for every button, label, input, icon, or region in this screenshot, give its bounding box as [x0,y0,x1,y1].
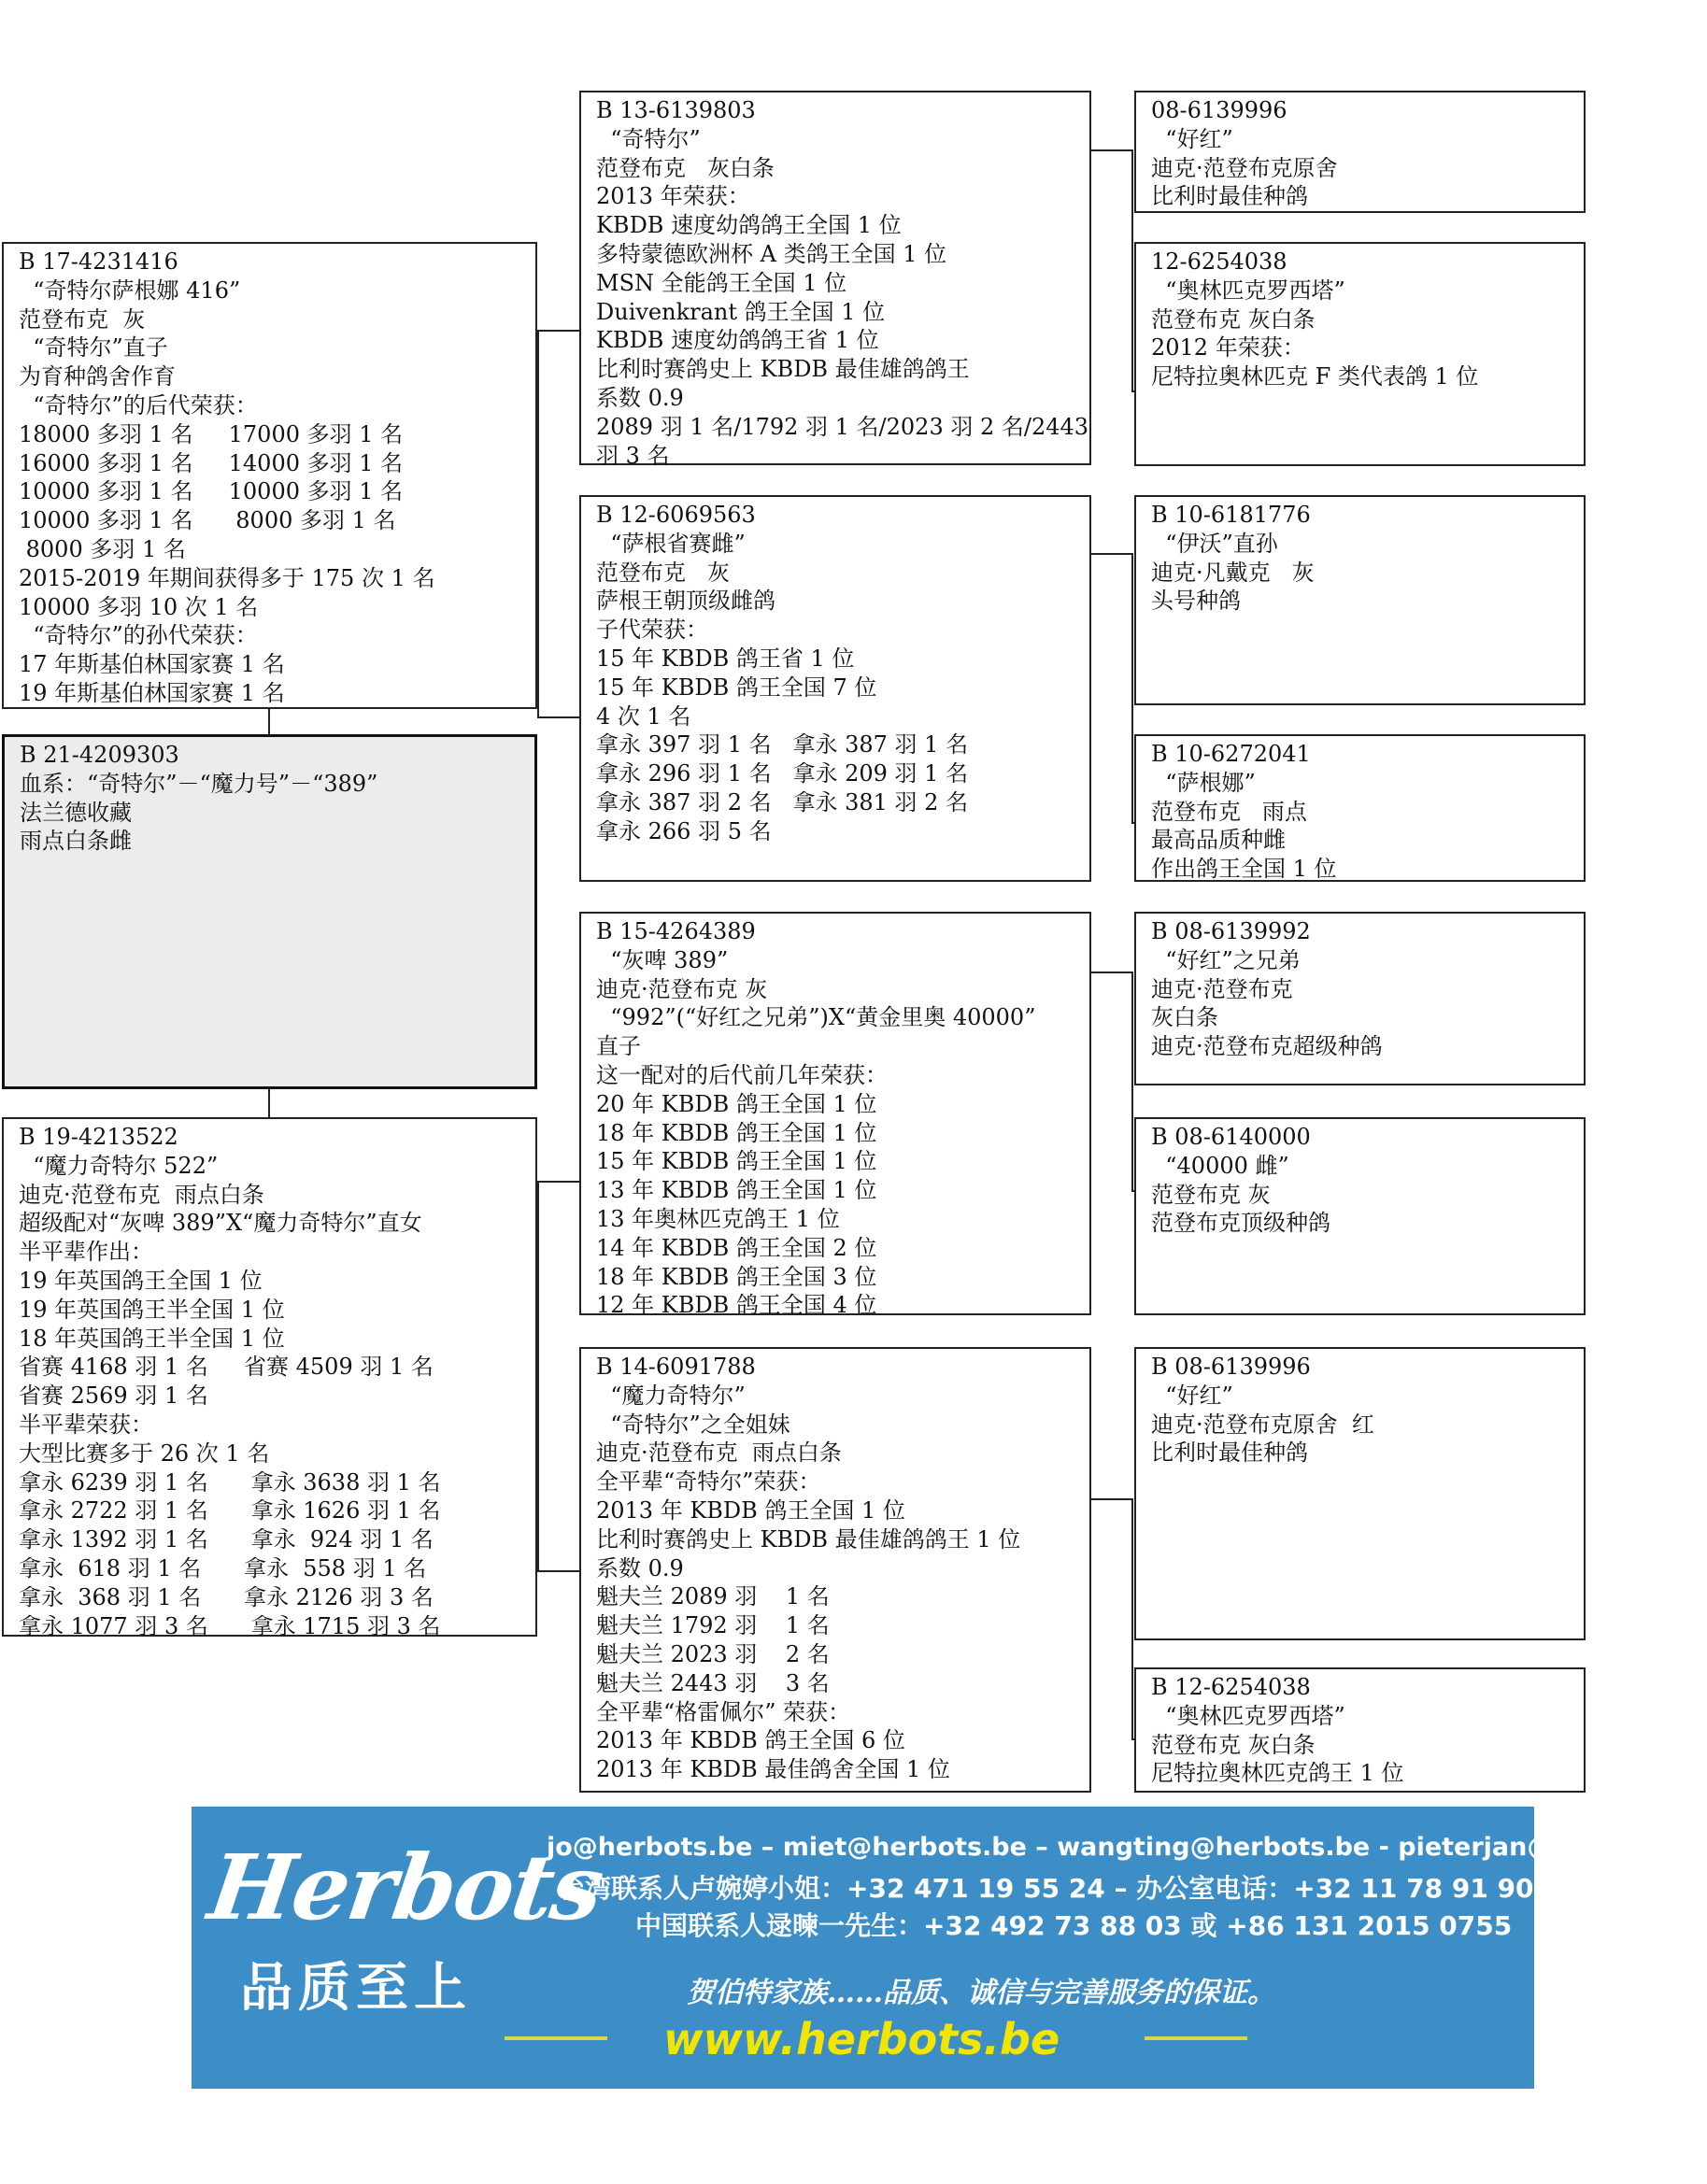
pedigree-line: 魁夫兰 1792 羽 1 名 [596,1612,830,1639]
pedigree-line: “魔力奇特尔 522” [19,1152,219,1179]
ring-number: B 17-4231416 [19,248,178,275]
connector-line [537,1181,579,1183]
pedigree-line: 拿永 387 羽 2 名 拿永 381 羽 2 名 [596,788,969,815]
pedigree-line: 18 年英国鸽王半全国 1 位 [19,1325,285,1352]
ring-number: B 10-6272041 [1151,741,1311,767]
pedigree-line: 这一配对的后代前几年荣获： [596,1061,888,1088]
ring-number: B 14-6091788 [596,1354,756,1380]
pedigree-line: 拿永 2722 羽 1 名 拿永 1626 羽 1 名 [19,1497,441,1525]
pedigree-line: “灰啤 389” [596,946,729,973]
pedigree-line: 4 次 1 名 [596,702,691,730]
sire-sire-box [579,91,1091,469]
ring-number: 08-6139996 [1151,97,1287,123]
pedigree-line: 19 年英国鸽王半全国 1 位 [19,1296,285,1323]
pedigree-line: 18000 多羽 1 名 17000 多羽 1 名 [19,420,404,447]
pedigree-line: 萨根王朝顶级雌鸽 [596,588,775,615]
pedigree-line: 半平辈作出： [19,1239,153,1266]
connector-line [1091,553,1133,555]
pedigree-line: 2013 年荣获： [596,183,750,210]
herbots-banner [192,1807,1707,2089]
pedigree-line: “伊沃”直孙 [1151,530,1278,557]
connector-line [537,1181,539,1572]
pedigree-line: 迪克·范登布克 灰 [596,975,768,1002]
pedigree-line: 拿永 1392 羽 1 名 拿永 924 羽 1 名 [19,1526,434,1553]
pedigree-line: 灰白条 [1151,1004,1218,1031]
pedigree-line: “萨根省赛雌” [596,530,746,557]
pedigree-line: 法兰德收藏 [20,799,132,826]
pedigree-line: 多特蒙德欧洲杯 A 类鸽王全国 1 位 [596,240,947,267]
pedigree-line: 比利时赛鸽史上 KBDB 最佳雄鸽鸽王 [596,356,970,383]
pedigree-line: 范登布克顶级种鸽 [1151,1210,1330,1237]
pedigree-line: 比利时最佳种鸽 [1151,1439,1308,1467]
pedigree-line: 血系：“奇特尔”－“魔力号”－“389” [20,770,378,797]
ring-number: B 12-6069563 [596,502,756,528]
pedigree-line: “992”(“好红之兄弟”)X“黄金里奥 40000” [596,1004,1036,1031]
pedigree-line: 比利时赛鸽史上 KBDB 最佳雄鸽鸽王 1 位 [596,1525,1021,1553]
connector-line [1091,971,1133,973]
dss-box [1134,912,1586,1085]
pedigree-line: 半平辈荣获： [19,1411,153,1438]
pedigree-line: 大型比赛多于 26 次 1 名 [19,1439,270,1467]
slogan: 品质至上 [240,1958,472,2019]
pedigree-line: 系数 0.9 [596,384,684,411]
pedigree-line: “奇特尔”的后代荣获： [19,391,258,418]
pedigree-line: Duivenkrant 鸽王全国 1 位 [596,298,886,325]
pedigree-line: 15 年 KBDB 鸽王省 1 位 [596,645,855,672]
pedigree-line: KBDB 速度幼鸽鸽王全国 1 位 [596,212,902,239]
pedigree-line: “好红”之兄弟 [1151,946,1301,973]
pedigree-line: “好红” [1151,1382,1233,1409]
decor-line-left [505,2036,607,2040]
connector-line [537,1570,579,1572]
pedigree-line: “奥林匹克罗西塔” [1151,277,1345,304]
pedigree-line: 直子 [596,1033,641,1060]
pedigree-line: 20 年 KBDB 鸽王全国 1 位 [596,1090,877,1117]
connector-line [537,330,539,718]
ring-number: B 19-4213522 [19,1124,178,1150]
pedigree-line: “奇特尔萨根娜 416” [19,277,241,304]
pedigree-line: 18 年 KBDB 鸽王全国 3 位 [596,1263,877,1290]
sire-box [2,242,537,709]
pedigree-line: “奇特尔” [596,125,701,152]
pedigree-line: 迪克·凡戴克 灰 [1151,559,1315,586]
pedigree-line: 2013 年 KBDB 鸽王全国 6 位 [596,1727,905,1754]
ring-number: B 08-6139996 [1151,1354,1311,1380]
pedigree-line: 范登布克 灰 [1151,1181,1271,1208]
pedigree-line: 拿永 397 羽 1 名 拿永 387 羽 1 名 [596,731,969,759]
pedigree-line: 13 年 KBDB 鸽王全国 1 位 [596,1177,877,1204]
pedigree-line: 省赛 2569 羽 1 名 [19,1383,208,1410]
pedigree-line: 2013 年 KBDB 鸽王全国 1 位 [596,1496,905,1524]
pedigree-line: 雨点白条雌 [20,828,132,855]
dam-dam-box [579,1347,1091,1793]
pedigree-line: 17 年斯基伯林国家赛 1 名 [19,651,285,678]
ring-number: B 21-4209303 [20,742,179,768]
pedigree-line: 19 年英国鸽王全国 1 位 [19,1267,263,1294]
subject-box [2,734,537,1089]
ring-number: B 15-4264389 [596,918,756,944]
pedigree-line: 2012 年荣获： [1151,334,1305,362]
pedigree-line: MSN 全能鸽王全国 1 位 [596,269,847,296]
pedigree-line: 范登布克 灰白条 [1151,305,1316,333]
sdd-box [1134,734,1586,882]
pedigree-line: 魁夫兰 2023 羽 2 名 [596,1640,830,1667]
pedigree-line: 省赛 4168 羽 1 名 省赛 4509 羽 1 名 [19,1354,434,1381]
pedigree-line: 14 年 KBDB 鸽王全国 2 位 [596,1234,877,1261]
pedigree-line: 超级配对“灰啤 389”X“魔力奇特尔”直女 [19,1210,422,1237]
pedigree-line: 18 年 KBDB 鸽王全国 1 位 [596,1119,877,1146]
pedigree-line: 羽 3 名 [596,442,670,469]
taiwan-contact: 台湾联系人卢婉婷小姐：+32 471 19 55 24 – 办公室电话：+32 11 78 91 90 [559,1873,1534,1904]
pedigree-line: 头号种鸽 [1151,588,1241,615]
connector-line [1091,1498,1133,1500]
pedigree-line: 全平辈“格雷佩尔” 荣获： [596,1698,851,1725]
pedigree-line: 拿永 368 羽 1 名 拿永 2126 羽 3 名 [19,1583,434,1610]
pedigree-line: 迪克·范登布克超级种鸽 [1151,1033,1383,1060]
sss-box [1134,91,1586,213]
pedigree-line: 最高品质种雌 [1151,827,1286,854]
pedigree-line: 范登布克 灰 [596,559,730,586]
dds-box [1134,1347,1586,1640]
pedigree-line: 迪克·范登布克原舍 [1151,154,1338,181]
pedigree-line: 子代荣获： [596,617,708,644]
connector-line [1091,149,1133,151]
pedigree-line: 魁夫兰 2443 羽 3 名 [596,1669,830,1696]
ring-number: B 13-6139803 [596,97,756,123]
pedigree-line: 拿永 266 羽 5 名 [596,817,772,844]
pedigree-line: 16000 多羽 1 名 14000 多羽 1 名 [19,449,404,476]
pedigree-line: 15 年 KBDB 鸽王全国 1 位 [596,1148,877,1175]
connector-line [1131,1498,1133,1738]
pedigree-line: 8000 多羽 1 名 [19,535,186,562]
website-link[interactable]: www.herbots.be [663,2014,1060,2064]
ring-number: B 08-6139992 [1151,918,1311,944]
tagline: 贺伯特家族……品质、诚信与完善服务的保证。 [687,1977,1275,2009]
pedigree-line: 2089 羽 1 名/1792 羽 1 名/2023 羽 2 名/2443 [596,413,1089,440]
pedigree-line: 迪克·范登布克原舍 红 [1151,1411,1374,1438]
pedigree-line: 10000 多羽 10 次 1 名 [19,593,259,620]
pedigree-line: 2015-2019 年期间获得多于 175 次 1 名 [19,564,435,591]
ring-number: 12-6254038 [1151,248,1287,275]
pedigree-line: “好红” [1151,125,1233,152]
china-contact: 中国联系人逯暕一先生：+32 492 73 88 03 或 +86 131 2015 0755 [635,1910,1513,1941]
connector-line [537,716,579,718]
pedigree-line: 尼特拉奥林匹克鸽王 1 位 [1151,1760,1404,1787]
pedigree-line: “魔力奇特尔” [596,1382,746,1409]
pedigree-line: KBDB 速度幼鸽鸽王省 1 位 [596,327,879,354]
pedigree-line: 范登布克 灰白条 [1151,1731,1316,1758]
pedigree-line: “奇特尔”之全姐妹 [596,1411,790,1438]
pedigree-line: 为育种鸽舍作育 [19,363,176,390]
pedigree-line: “奥林匹克罗西塔” [1151,1702,1345,1729]
pedigree-line: “40000 雌” [1151,1152,1289,1179]
pedigree-line: 迪克·范登布克 雨点白条 [19,1181,264,1208]
pedigree-line: 2013 年 KBDB 最佳鸽舍全国 1 位 [596,1756,950,1783]
pedigree-line: 10000 多羽 1 名 10000 多羽 1 名 [19,478,404,505]
pedigree-line: 范登布克 灰 [19,305,146,333]
pedigree-line: 15 年 KBDB 鸽王全国 7 位 [596,674,877,701]
pedigree-line: 全平辈“奇特尔”荣获： [596,1468,821,1496]
pedigree-line: 拿永 296 羽 1 名 拿永 209 羽 1 名 [596,760,969,787]
sire-dam-box [579,495,1091,882]
pedigree-line: 范登布克 灰白条 [596,154,775,181]
sds-box [1134,495,1586,705]
pedigree-line: 迪克·范登布克 [1151,975,1293,1002]
dam-box [2,1117,537,1637]
connector-line [1131,971,1133,1190]
pedigree-line: 拿永 1077 羽 3 名 拿永 1715 羽 3 名 [19,1612,441,1639]
pedigree-line: 迪克·范登布克 雨点白条 [596,1439,842,1467]
pedigree-line: 10000 多羽 1 名 8000 多羽 1 名 [19,507,396,534]
pedigree-line: “奇特尔”的孙代荣获： [19,622,258,649]
pedigree-line: 尼特拉奥林匹克 F 类代表鸽 1 位 [1151,363,1479,390]
connector-line [268,1089,270,1117]
ring-number: B 12-6254038 [1151,1674,1311,1700]
dam-sire-box [579,912,1091,1319]
ring-number: B 10-6181776 [1151,502,1311,528]
pedigree-line: 13 年奥林匹克鸽王 1 位 [596,1205,840,1232]
dsd-box [1134,1117,1586,1315]
ddd-box [1134,1667,1586,1793]
pedigree-line: “奇特尔”直子 [19,334,168,362]
pedigree-line: 作出鸽王全国 1 位 [1151,856,1337,883]
pedigree-line: “萨根娜” [1151,769,1256,796]
decor-line-right [1145,2036,1247,2040]
pedigree-line: 12 年 KBDB 鸽王全国 4 位 [596,1292,877,1319]
pedigree-line: 拿永 618 羽 1 名 拿永 558 羽 1 名 [19,1554,427,1581]
pedigree-line: 19 年斯基伯林国家赛 1 名 [19,679,285,706]
connector-line [1131,553,1133,822]
pedigree-line: 拿永 6239 羽 1 名 拿永 3638 羽 1 名 [19,1468,441,1496]
connector-line [268,709,270,734]
pedigree-line: 魁夫兰 2089 羽 1 名 [596,1583,830,1610]
herbots-logo: Herbots [203,1835,608,1940]
pedigree-line: 比利时最佳种鸽 [1151,183,1308,210]
pedigree-line: 系数 0.9 [596,1554,684,1581]
ring-number: B 08-6140000 [1151,1124,1311,1150]
connector-line [1131,149,1133,390]
pedigree-line: 范登布克 雨点 [1151,798,1307,825]
connector-line [537,330,579,332]
ssd-box [1134,242,1586,466]
contact-emails[interactable]: jo@herbots.be – miet@herbots.be – wangting@herbots.be - pieterjan@herbots.be [547,1833,1707,1862]
